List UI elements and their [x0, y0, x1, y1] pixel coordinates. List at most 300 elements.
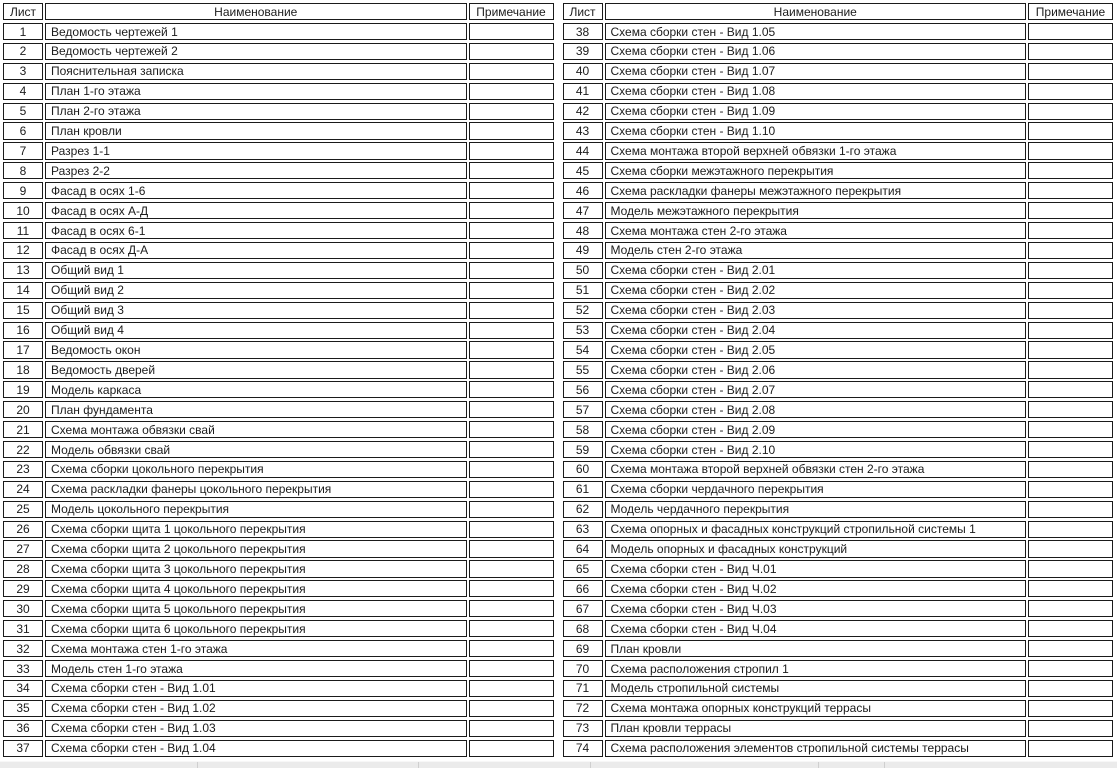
note-cell: [469, 142, 554, 159]
sheet-number-cell: 20: [3, 401, 43, 418]
note-cell: [469, 580, 554, 597]
note-cell: [1028, 501, 1113, 518]
table-row: [3, 481, 554, 498]
table-row: [563, 401, 1114, 418]
table-row: [3, 122, 554, 139]
note-cell: [1028, 600, 1113, 617]
sheet-number-cell: 51: [563, 282, 603, 299]
table-row: [563, 83, 1114, 100]
drawing-name-cell: Схема сборки стен - Вид 1.06: [605, 43, 1027, 60]
drawing-name-cell: Схема сборки чердачного перекрытия: [605, 481, 1027, 498]
table-row: [3, 461, 554, 478]
note-cell: [469, 401, 554, 418]
drawing-name-cell: Схема монтажа опорных конструкций террасы: [605, 700, 1027, 717]
table-row: [563, 162, 1114, 179]
table-row: [3, 83, 554, 100]
drawing-name-cell: Схема расположения элементов стропильной системы террасы: [605, 740, 1027, 757]
note-cell: [469, 680, 554, 697]
sheet-number-cell: 56: [563, 381, 603, 398]
sheet-number-cell: 39: [563, 43, 603, 60]
note-cell: [1028, 421, 1113, 438]
table-row: [563, 222, 1114, 239]
drawing-name-cell: Фасад в осях 6-1: [45, 222, 467, 239]
drawing-name-cell: Схема сборки стен - Вид 1.09: [605, 103, 1027, 120]
drawing-name-cell: Схема сборки стен - Вид 1.03: [45, 720, 467, 737]
note-cell: [1028, 720, 1113, 737]
table-header-row: [3, 3, 554, 20]
table-row: [563, 361, 1114, 378]
table-row: [563, 23, 1114, 40]
drawing-name-cell: Модель чердачного перекрытия: [605, 501, 1027, 518]
drawing-name-cell: Схема сборки стен - Вид 2.06: [605, 361, 1027, 378]
drawing-name-cell: Схема сборки стен - Вид 1.07: [605, 63, 1027, 80]
note-cell: [469, 242, 554, 259]
note-cell: [1028, 540, 1113, 557]
table-row: [3, 740, 554, 757]
table-row: [563, 560, 1114, 577]
table-row: [3, 381, 554, 398]
drawing-name-cell: Общий вид 4: [45, 322, 467, 339]
note-cell: [469, 83, 554, 100]
table-row: [3, 600, 554, 617]
note-cell: [1028, 162, 1113, 179]
sheet-number-cell: 50: [563, 262, 603, 279]
table-row: [3, 401, 554, 418]
note-cell: [1028, 441, 1113, 458]
drawing-name-cell: План фундамента: [45, 401, 467, 418]
drawing-name-cell: Схема монтажа второй верхней обвязки стен 2-го этажа: [605, 461, 1027, 478]
sheet-number-cell: 25: [3, 501, 43, 518]
sheet-number-cell: 47: [563, 202, 603, 219]
drawing-name-cell: Схема сборки стен - Вид 2.10: [605, 441, 1027, 458]
note-cell: [469, 43, 554, 60]
note-cell: [1028, 640, 1113, 657]
drawing-name-cell: Разрез 1-1: [45, 142, 467, 159]
sheet-number-cell: 21: [3, 421, 43, 438]
note-cell: [1028, 700, 1113, 717]
table-row: [563, 282, 1114, 299]
table-row: [563, 381, 1114, 398]
note-cell: [1028, 222, 1113, 239]
sheet-number-cell: 12: [3, 242, 43, 259]
drawing-name-cell: Схема сборки щита 1 цокольного перекрытия: [45, 521, 467, 538]
drawing-name-cell: Схема сборки стен - Вид 1.01: [45, 680, 467, 697]
note-cell: [469, 560, 554, 577]
note-cell: [469, 481, 554, 498]
drawing-name-cell: Схема опорных и фасадных конструкций стропильной системы 1: [605, 521, 1027, 538]
drawing-name-cell: Схема сборки стен - Вид 1.08: [605, 83, 1027, 100]
drawing-name-cell: Общий вид 3: [45, 302, 467, 319]
drawing-name-cell: Схема сборки стен - Вид Ч.03: [605, 600, 1027, 617]
drawing-name-cell: Фасад в осях А-Д: [45, 202, 467, 219]
note-cell: [469, 421, 554, 438]
note-cell: [469, 381, 554, 398]
drawing-name-cell: План 2-го этажа: [45, 103, 467, 120]
table-row: [3, 421, 554, 438]
note-cell: [1028, 83, 1113, 100]
bottom-window-edge: [0, 761, 1117, 768]
note-cell: [1028, 322, 1113, 339]
drawing-name-cell: Модель стен 2-го этажа: [605, 242, 1027, 259]
sheet-number-cell: 58: [563, 421, 603, 438]
note-cell: [469, 720, 554, 737]
note-cell: [469, 202, 554, 219]
sheet-number-cell: 54: [563, 341, 603, 358]
table-row: [563, 700, 1114, 717]
drawing-name-cell: Модель каркаса: [45, 381, 467, 398]
table-row: [563, 580, 1114, 597]
drawing-name-cell: Ведомость чертежей 2: [45, 43, 467, 60]
sheet-number-cell: 45: [563, 162, 603, 179]
note-cell: [469, 282, 554, 299]
table-row: [563, 740, 1114, 757]
note-cell: [469, 620, 554, 637]
table-row: [563, 142, 1114, 159]
drawing-name-cell: Схема сборки щита 4 цокольного перекрытия: [45, 580, 467, 597]
table-row: [3, 361, 554, 378]
drawing-name-cell: Схема сборки стен - Вид 1.10: [605, 122, 1027, 139]
note-cell: [469, 600, 554, 617]
drawing-name-cell: Схема раскладки фанеры цокольного перекрытия: [45, 481, 467, 498]
sheet-number-cell: 26: [3, 521, 43, 538]
note-cell: [469, 23, 554, 40]
drawing-name-cell: План 1-го этажа: [45, 83, 467, 100]
sheet-number-cell: 16: [3, 322, 43, 339]
note-cell: [1028, 302, 1113, 319]
drawing-name-cell: Схема сборки стен - Вид 2.07: [605, 381, 1027, 398]
sheet-number-cell: 3: [3, 63, 43, 80]
drawing-name-cell: План кровли: [45, 122, 467, 139]
note-cell: [1028, 282, 1113, 299]
sheet-number-cell: 41: [563, 83, 603, 100]
drawing-name-cell: Схема сборки стен - Вид 2.09: [605, 421, 1027, 438]
sheet-number-cell: 74: [563, 740, 603, 757]
header-note: Примечание: [1028, 3, 1113, 20]
strip-divider: [884, 762, 885, 768]
drawing-name-cell: Схема сборки стен - Вид 2.01: [605, 262, 1027, 279]
sheet-number-cell: 71: [563, 680, 603, 697]
table-row: [563, 302, 1114, 319]
note-cell: [1028, 103, 1113, 120]
table-row: [563, 720, 1114, 737]
drawing-name-cell: Схема сборки стен - Вид Ч.04: [605, 620, 1027, 637]
sheet-number-cell: 35: [3, 700, 43, 717]
header-name: Наименование: [45, 3, 467, 20]
table-row: [3, 341, 554, 358]
sheet-number-cell: 32: [3, 640, 43, 657]
note-cell: [469, 341, 554, 358]
drawing-name-cell: Схема сборки стен - Вид 2.08: [605, 401, 1027, 418]
note-cell: [469, 640, 554, 657]
sheet-number-cell: 36: [3, 720, 43, 737]
note-cell: [469, 162, 554, 179]
drawing-name-cell: Схема монтажа стен 1-го этажа: [45, 640, 467, 657]
sheet-number-cell: 44: [563, 142, 603, 159]
note-cell: [1028, 580, 1113, 597]
table-row: [563, 540, 1114, 557]
table-row: [563, 600, 1114, 617]
sheet-number-cell: 65: [563, 560, 603, 577]
drawing-name-cell: Модель стен 1-го этажа: [45, 660, 467, 677]
strip-divider: [590, 762, 591, 768]
sheet-number-cell: 64: [563, 540, 603, 557]
note-cell: [1028, 242, 1113, 259]
table-row: [563, 501, 1114, 518]
table-row: [3, 222, 554, 239]
note-cell: [469, 322, 554, 339]
drawing-name-cell: Схема сборки стен - Вид Ч.01: [605, 560, 1027, 577]
sheet-number-cell: 18: [3, 361, 43, 378]
note-cell: [469, 501, 554, 518]
table-row: [3, 242, 554, 259]
table-row: [563, 242, 1114, 259]
tables-container: [3, 3, 1113, 757]
table-row: [3, 262, 554, 279]
note-cell: [469, 182, 554, 199]
note-cell: [1028, 620, 1113, 637]
note-cell: [1028, 122, 1113, 139]
sheet-number-cell: 19: [3, 381, 43, 398]
drawing-name-cell: Схема сборки цокольного перекрытия: [45, 461, 467, 478]
table-header-row: [563, 3, 1114, 20]
note-cell: [469, 222, 554, 239]
note-cell: [1028, 63, 1113, 80]
drawing-name-cell: Схема сборки стен - Вид 1.05: [605, 23, 1027, 40]
sheet-number-cell: 70: [563, 660, 603, 677]
sheet-number-cell: 33: [3, 660, 43, 677]
table-row: [563, 521, 1114, 538]
note-cell: [1028, 142, 1113, 159]
table-row: [563, 680, 1114, 697]
note-cell: [1028, 461, 1113, 478]
sheet-number-cell: 38: [563, 23, 603, 40]
drawing-name-cell: Схема сборки межэтажного перекрытия: [605, 162, 1027, 179]
drawing-name-cell: Схема расположения стропил 1: [605, 660, 1027, 677]
strip-divider: [197, 762, 198, 768]
sheet-number-cell: 43: [563, 122, 603, 139]
sheet-number-cell: 69: [563, 640, 603, 657]
table-row: [3, 182, 554, 199]
table-row: [3, 202, 554, 219]
sheet-number-cell: 2: [3, 43, 43, 60]
sheet-list-table-left: [3, 3, 554, 757]
note-cell: [469, 521, 554, 538]
drawing-name-cell: Схема сборки щита 2 цокольного перекрытия: [45, 540, 467, 557]
table-row: [3, 322, 554, 339]
drawing-name-cell: Модель обвязки свай: [45, 441, 467, 458]
note-cell: [469, 122, 554, 139]
table-row: [563, 660, 1114, 677]
note-cell: [1028, 560, 1113, 577]
note-cell: [469, 63, 554, 80]
sheet-list-table-right: [563, 3, 1114, 757]
note-cell: [1028, 660, 1113, 677]
table-row: [3, 162, 554, 179]
table-row: [3, 660, 554, 677]
sheet-number-cell: 52: [563, 302, 603, 319]
sheet-number-cell: 67: [563, 600, 603, 617]
note-cell: [1028, 341, 1113, 358]
sheet-number-cell: 11: [3, 222, 43, 239]
note-cell: [469, 660, 554, 677]
table-row: [563, 122, 1114, 139]
sheet-number-cell: 60: [563, 461, 603, 478]
note-cell: [1028, 481, 1113, 498]
drawing-name-cell: Модель межэтажного перекрытия: [605, 202, 1027, 219]
sheet-number-cell: 15: [3, 302, 43, 319]
note-cell: [1028, 182, 1113, 199]
drawing-name-cell: Ведомость чертежей 1: [45, 23, 467, 40]
table-row: [563, 620, 1114, 637]
drawing-name-cell: Ведомость дверей: [45, 361, 467, 378]
sheet-number-cell: 17: [3, 341, 43, 358]
sheet-number-cell: 29: [3, 580, 43, 597]
table-row: [3, 620, 554, 637]
sheet-number-cell: 72: [563, 700, 603, 717]
sheet-number-cell: 46: [563, 182, 603, 199]
table-row: [3, 142, 554, 159]
note-cell: [1028, 521, 1113, 538]
sheet-number-cell: 8: [3, 162, 43, 179]
sheet-number-cell: 28: [3, 560, 43, 577]
table-row: [563, 182, 1114, 199]
note-cell: [1028, 43, 1113, 60]
sheet-number-cell: 53: [563, 322, 603, 339]
strip-divider: [418, 762, 419, 768]
table-row: [563, 43, 1114, 60]
strip-divider: [818, 762, 819, 768]
sheet-number-cell: 59: [563, 441, 603, 458]
sheet-number-cell: 48: [563, 222, 603, 239]
table-row: [563, 421, 1114, 438]
drawing-name-cell: Схема сборки стен - Вид Ч.02: [605, 580, 1027, 597]
note-cell: [1028, 381, 1113, 398]
sheet-number-cell: 30: [3, 600, 43, 617]
sheet-number-cell: 62: [563, 501, 603, 518]
table-row: [3, 23, 554, 40]
drawing-name-cell: Схема монтажа стен 2-го этажа: [605, 222, 1027, 239]
drawing-name-cell: Общий вид 2: [45, 282, 467, 299]
drawing-name-cell: Фасад в осях Д-А: [45, 242, 467, 259]
sheet-number-cell: 24: [3, 481, 43, 498]
note-cell: [1028, 680, 1113, 697]
table-row: [563, 441, 1114, 458]
drawing-name-cell: Фасад в осях 1-6: [45, 182, 467, 199]
sheet-number-cell: 66: [563, 580, 603, 597]
sheet-number-cell: 42: [563, 103, 603, 120]
sheet-number-cell: 63: [563, 521, 603, 538]
table-row: [3, 720, 554, 737]
table-row: [3, 521, 554, 538]
table-row: [563, 640, 1114, 657]
sheet-number-cell: 55: [563, 361, 603, 378]
table-row: [3, 540, 554, 557]
table-row: [563, 202, 1114, 219]
sheet-number-cell: 37: [3, 740, 43, 757]
table-row: [563, 63, 1114, 80]
drawing-name-cell: План кровли террасы: [605, 720, 1027, 737]
note-cell: [469, 740, 554, 757]
drawing-name-cell: Схема сборки стен - Вид 1.02: [45, 700, 467, 717]
note-cell: [469, 461, 554, 478]
sheet-number-cell: 7: [3, 142, 43, 159]
sheet-number-cell: 68: [563, 620, 603, 637]
table-row: [3, 302, 554, 319]
note-cell: [1028, 202, 1113, 219]
note-cell: [469, 700, 554, 717]
header-name: Наименование: [605, 3, 1027, 20]
drawing-name-cell: Схема раскладки фанеры межэтажного перекрытия: [605, 182, 1027, 199]
table-row: [3, 282, 554, 299]
sheet-number-cell: 23: [3, 461, 43, 478]
drawing-name-cell: Схема монтажа обвязки свай: [45, 421, 467, 438]
table-row: [563, 103, 1114, 120]
note-cell: [469, 302, 554, 319]
note-cell: [1028, 262, 1113, 279]
note-cell: [1028, 401, 1113, 418]
drawing-name-cell: Модель опорных и фасадных конструкций: [605, 540, 1027, 557]
sheet-number-cell: 34: [3, 680, 43, 697]
drawing-name-cell: Ведомость окон: [45, 341, 467, 358]
sheet-number-cell: 57: [563, 401, 603, 418]
sheet-number-cell: 5: [3, 103, 43, 120]
header-sheet: Лист: [3, 3, 43, 20]
sheet-number-cell: 4: [3, 83, 43, 100]
drawing-name-cell: Схема сборки щита 3 цокольного перекрытия: [45, 560, 467, 577]
header-sheet: Лист: [563, 3, 603, 20]
table-row: [3, 63, 554, 80]
drawing-name-cell: Разрез 2-2: [45, 162, 467, 179]
sheet-number-cell: 22: [3, 441, 43, 458]
table-row: [3, 560, 554, 577]
note-cell: [1028, 361, 1113, 378]
table-row: [3, 580, 554, 597]
drawing-name-cell: Схема сборки щита 5 цокольного перекрытия: [45, 600, 467, 617]
sheet-number-cell: 13: [3, 262, 43, 279]
sheet-number-cell: 14: [3, 282, 43, 299]
table-row: [563, 341, 1114, 358]
drawing-name-cell: План кровли: [605, 640, 1027, 657]
note-cell: [1028, 740, 1113, 757]
note-cell: [1028, 23, 1113, 40]
drawing-name-cell: Схема сборки стен - Вид 2.04: [605, 322, 1027, 339]
note-cell: [469, 361, 554, 378]
table-row: [3, 640, 554, 657]
table-row: [563, 461, 1114, 478]
table-row: [3, 441, 554, 458]
drawing-name-cell: Схема сборки стен - Вид 1.04: [45, 740, 467, 757]
sheet-number-cell: 9: [3, 182, 43, 199]
note-cell: [469, 540, 554, 557]
sheet-number-cell: 49: [563, 242, 603, 259]
drawing-name-cell: Схема сборки стен - Вид 2.02: [605, 282, 1027, 299]
table-row: [563, 481, 1114, 498]
table-row: [3, 680, 554, 697]
drawing-name-cell: Схема монтажа второй верхней обвязки 1-го этажа: [605, 142, 1027, 159]
sheet-number-cell: 31: [3, 620, 43, 637]
table-row: [563, 322, 1114, 339]
drawing-name-cell: Схема сборки стен - Вид 2.05: [605, 341, 1027, 358]
drawing-name-cell: Модель стропильной системы: [605, 680, 1027, 697]
drawing-name-cell: Пояснительная записка: [45, 63, 467, 80]
sheet-number-cell: 27: [3, 540, 43, 557]
sheet-number-cell: 10: [3, 202, 43, 219]
note-cell: [469, 262, 554, 279]
sheet-number-cell: 61: [563, 481, 603, 498]
header-note: Примечание: [469, 3, 554, 20]
sheet-number-cell: 1: [3, 23, 43, 40]
note-cell: [469, 441, 554, 458]
